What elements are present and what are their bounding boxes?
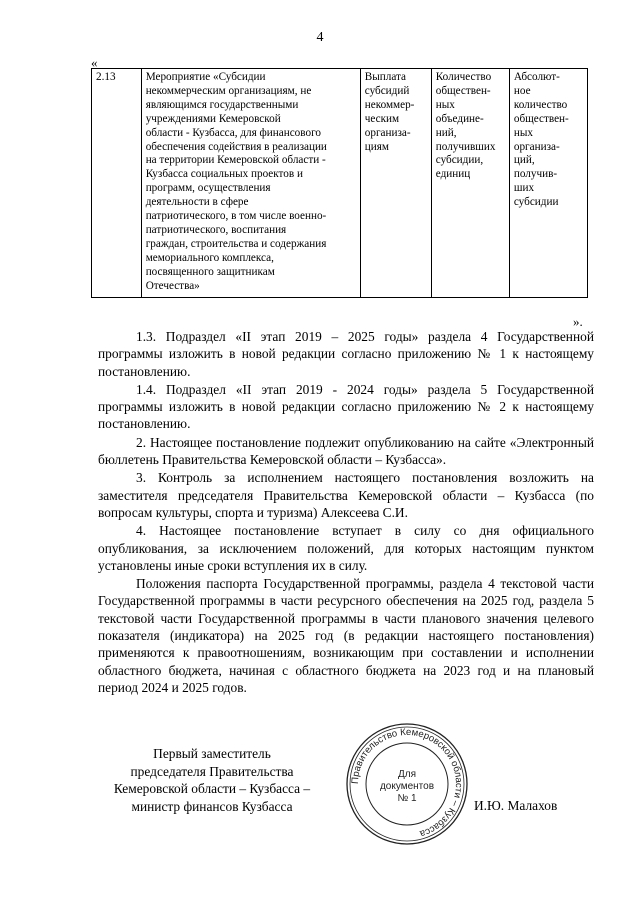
formula-line: организа-	[513, 140, 560, 153]
signer-name: И.Ю. Малахов	[474, 798, 558, 813]
measure-line: являющимся государственными	[145, 98, 299, 111]
resolution-body	[98, 328, 594, 696]
measure-table	[91, 68, 588, 298]
measure-line: обеспечения содействия в реализации	[145, 140, 327, 153]
action-line: ческим	[364, 112, 400, 125]
measure-name-cell	[141, 69, 360, 298]
formula-line: Абсолют-	[513, 71, 560, 83]
indicator-line: субсидии,	[435, 154, 484, 167]
action-cell	[360, 69, 431, 298]
indicator-line: ных	[435, 98, 455, 111]
paragraph-1-4: 1.4. Подраздел «II этап 2019 - 2024 годы» раздела 5 Государственной программы изложить в новой редакции согласно приложению № 2 к настоящему постановлению.	[98, 381, 594, 432]
indicator-line: единиц	[435, 168, 471, 181]
indicator-line: обществен-	[435, 84, 491, 97]
signer-position-line: министр финансов Кузбасса	[131, 798, 293, 814]
measure-line: на территории Кемеровской области -	[145, 154, 326, 167]
measure-line: Отечества»	[145, 279, 200, 292]
measure-line: программ, осуществления	[145, 182, 271, 195]
row-number: 2.13	[96, 71, 116, 83]
closing-quote-mark: ».	[573, 314, 583, 329]
table-row-2-13	[92, 69, 588, 298]
measure-line: посвященного защитникам	[145, 265, 275, 278]
indicator-line: Количество	[435, 71, 492, 83]
formula-line: получив-	[513, 168, 558, 181]
measure-line: патриотического, воспитания	[145, 223, 287, 236]
signer-position	[96, 745, 328, 815]
indicator-line: объедине-	[435, 112, 484, 125]
stamp-center-line: Для	[397, 769, 417, 780]
paragraph-2: 2. Настоящее постановление подлежит опубликованию на сайте «Электронный бюллетень Правительства Кемеровской области – Кузбасса».	[98, 434, 594, 468]
indicator-line: ний,	[435, 126, 457, 139]
measure-line: патриотического, в том числе военно-	[145, 210, 327, 223]
formula-line: ных	[513, 126, 533, 139]
signer-position-line: председателя Правительства	[130, 763, 294, 779]
formula-line: количество	[513, 98, 568, 111]
measure-line: некоммерческим организациям, не	[145, 84, 312, 97]
formula-line: ших	[513, 182, 535, 195]
indicator-line: получивших	[435, 140, 496, 153]
measure-line: деятельности в сфере	[145, 196, 249, 209]
measure-line: Кузбасса социальных проектов и	[145, 168, 303, 181]
action-line: циям	[364, 140, 389, 153]
official-stamp	[345, 722, 469, 846]
page-number: 4	[316, 30, 324, 45]
action-line: организа-	[364, 126, 411, 139]
measure-line: граждан, строительства и содержания	[145, 237, 327, 250]
stamp-center-line: № 1	[397, 793, 417, 804]
action-line: некоммер-	[364, 98, 415, 111]
signer-position-line: Кемеровской области – Кузбасса –	[113, 781, 311, 796]
row-number-cell	[92, 69, 142, 298]
measure-line: области - Кузбасса, для финансового	[145, 126, 321, 139]
measure-line: мемориального комплекса,	[145, 251, 274, 264]
paragraph-1-3: 1.3. Подраздел «II этап 2019 – 2025 годы» раздела 4 Государственной программы изложить в новой редакции согласно приложению № 1 к настоящему постановлению.	[98, 329, 594, 379]
formula-line: субсидии	[513, 196, 559, 209]
indicator-cell	[431, 69, 509, 298]
formula-line: ное	[513, 84, 531, 97]
formula-cell	[509, 69, 587, 298]
formula-line: обществен-	[513, 112, 569, 125]
action-line: субсидий	[364, 84, 410, 97]
action-line: Выплата	[364, 71, 406, 83]
paragraph-applicability: Положения паспорта Государственной программы, раздела 4 текстовой части Государственной программы в части ресурсного обеспечения на 2025 год, раздела 5 текстовой части Государственной программы в части планового значения целевого показателя (индикатора) на 2025 год (в редакции настоящего постановления) применяются к правоотношениям, возникающим при составлении и исполнении областного бюджета, начиная с областного бюджета на 2023 год и на плановый период 2024 и 2025 годов.	[98, 576, 594, 695]
signer-position-line: Первый заместитель	[153, 746, 271, 761]
paragraph-3: 3. Контроль за исполнением настоящего постановления возложить на заместителя председателя Правительства Кемеровской области – Кузбасса (по вопросам культуры, спорта и туризма) Алексеева С.И.	[98, 470, 594, 520]
stamp-ring-text: Правительство Кемеровской области – Кузбасса	[349, 726, 465, 840]
measure-line: Мероприятие «Субсидии	[145, 71, 266, 83]
measure-line: учреждениями Кемеровской	[145, 112, 281, 125]
opening-quote-mark: «	[91, 55, 98, 70]
paragraph-4: 4. Настоящее постановление вступает в силу со дня официального опубликования, за исключением положений, для которых настоящим пунктом установлены иные сроки вступления их в силу.	[98, 523, 594, 573]
stamp-center-line: документов	[379, 781, 435, 792]
formula-line: ций,	[513, 154, 535, 167]
